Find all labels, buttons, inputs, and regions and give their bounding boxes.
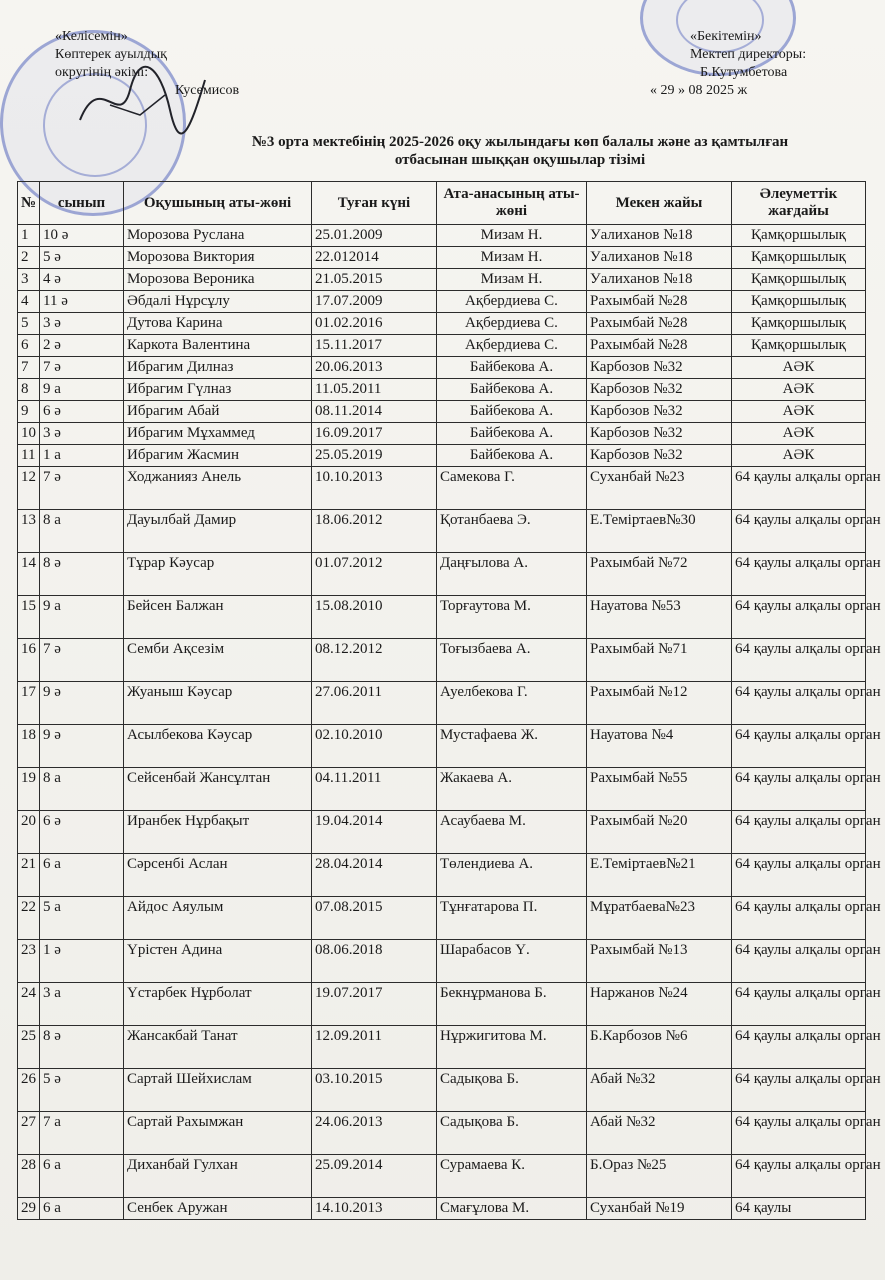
cell-class: 8 а (40, 510, 124, 553)
cell-class: 6 а (40, 854, 124, 897)
cell-address: Науатова №4 (587, 725, 732, 768)
cell-address: Рахымбай №71 (587, 639, 732, 682)
cell-parent-name: Нұржигитова М. (437, 1026, 587, 1069)
cell-social-status: 64 қаулы алқалы орган (732, 983, 866, 1026)
cell-social-status: Қамқоршылық (732, 335, 866, 357)
cell-class: 3 ә (40, 423, 124, 445)
table-body (18, 225, 881, 1220)
cell-address: Суханбай №23 (587, 467, 732, 510)
cell-student-name: Үстарбек Нұрболат (124, 983, 312, 1026)
cell-address: Карбозов №32 (587, 401, 732, 423)
cell-number: 29 (18, 1198, 40, 1220)
cell-birth-date: 25.09.2014 (312, 1155, 437, 1198)
header-social-status: Әлеуметтік жағдайы (732, 182, 866, 225)
table-row (18, 897, 866, 940)
table-row (18, 401, 866, 423)
cell-class: 10 ә (40, 225, 124, 247)
cell-parent-name: Ақбердиева С. (437, 313, 587, 335)
cell-parent-name: Тоғызбаева А. (437, 639, 587, 682)
cell-number: 15 (18, 596, 40, 639)
cell-birth-date: 20.06.2013 (312, 357, 437, 379)
cell-social-status: 64 қаулы алқалы орган (732, 811, 866, 854)
cell-birth-date: 11.05.2011 (312, 379, 437, 401)
cell-birth-date: 01.07.2012 (312, 553, 437, 596)
cell-class: 8 ә (40, 553, 124, 596)
cell-number: 8 (18, 379, 40, 401)
cell-number: 21 (18, 854, 40, 897)
cell-student-name: Ибрагим Жасмин (124, 445, 312, 467)
cell-address: Рахымбай №28 (587, 313, 732, 335)
cell-social-status: 64 қаулы алқалы орган (732, 1112, 866, 1155)
cell-parent-name: Асаубаева М. (437, 811, 587, 854)
cell-address: Рахымбай №20 (587, 811, 732, 854)
cell-birth-date: 27.06.2011 (312, 682, 437, 725)
table-row (18, 379, 866, 401)
cell-birth-date: 22.012014 (312, 247, 437, 269)
cell-class: 6 а (40, 1155, 124, 1198)
cell-number: 11 (18, 445, 40, 467)
header-class: сынып (40, 182, 124, 225)
cell-student-name: Асылбекова Кәусар (124, 725, 312, 768)
cell-birth-date: 19.04.2014 (312, 811, 437, 854)
cell-parent-name: Бекнұрманова Б. (437, 983, 587, 1026)
cell-social-status: АӘК (732, 445, 866, 467)
table-row (18, 725, 866, 768)
cell-number: 3 (18, 269, 40, 291)
table-row (18, 313, 866, 335)
cell-address: Карбозов №32 (587, 423, 732, 445)
cell-student-name: Ибрагим Гүлназ (124, 379, 312, 401)
table-row (18, 467, 866, 510)
cell-address: Карбозов №32 (587, 445, 732, 467)
cell-address: Б.Карбозов №6 (587, 1026, 732, 1069)
table-row (18, 1069, 866, 1112)
cell-student-name: Сартай Шейхислам (124, 1069, 312, 1112)
table-header-row (18, 182, 866, 225)
cell-address: Уалиханов №18 (587, 269, 732, 291)
table-row (18, 1112, 866, 1155)
cell-class: 9 а (40, 596, 124, 639)
table-row (18, 269, 866, 291)
cell-social-status: Қамқоршылық (732, 269, 866, 291)
cell-parent-name: Байбекова А. (437, 357, 587, 379)
cell-number: 26 (18, 1069, 40, 1112)
table-row (18, 445, 866, 467)
cell-parent-name: Мизам Н. (437, 247, 587, 269)
cell-birth-date: 07.08.2015 (312, 897, 437, 940)
approval-date: « 29 » 08 2025 ж (650, 83, 748, 98)
cell-number: 16 (18, 639, 40, 682)
cell-address: Уалиханов №18 (587, 247, 732, 269)
cell-social-status: 64 қаулы алқалы орган (732, 940, 866, 983)
cell-parent-name: Төлендиева А. (437, 854, 587, 897)
cell-address: Уалиханов №18 (587, 225, 732, 247)
cell-birth-date: 28.04.2014 (312, 854, 437, 897)
cell-student-name: Дутова Карина (124, 313, 312, 335)
cell-number: 18 (18, 725, 40, 768)
cell-social-status: 64 қаулы алқалы орган (732, 682, 866, 725)
cell-address: Рахымбай №72 (587, 553, 732, 596)
cell-class: 7 а (40, 1112, 124, 1155)
table-row (18, 1155, 866, 1198)
cell-student-name: Иранбек Нұрбақыт (124, 811, 312, 854)
cell-student-name: Айдос Аяулым (124, 897, 312, 940)
cell-class: 5 ә (40, 1069, 124, 1112)
cell-birth-date: 04.11.2011 (312, 768, 437, 811)
cell-class: 1 ә (40, 940, 124, 983)
cell-class: 4 ә (40, 269, 124, 291)
cell-birth-date: 19.07.2017 (312, 983, 437, 1026)
cell-parent-name: Садықова Б. (437, 1069, 587, 1112)
cell-class: 7 ә (40, 357, 124, 379)
cell-social-status: 64 қаулы алқалы орган (732, 467, 866, 510)
cell-number: 6 (18, 335, 40, 357)
cell-birth-date: 25.01.2009 (312, 225, 437, 247)
cell-parent-name: Ақбердиева С. (437, 291, 587, 313)
agreement-org: Көптерек ауылдық (55, 47, 167, 62)
cell-social-status: АӘК (732, 379, 866, 401)
cell-class: 9 а (40, 379, 124, 401)
cell-number: 22 (18, 897, 40, 940)
cell-student-name: Сенбек Аружан (124, 1198, 312, 1220)
cell-address: Карбозов №32 (587, 357, 732, 379)
header-number: № (18, 182, 40, 225)
cell-parent-name: Байбекова А. (437, 423, 587, 445)
cell-number: 1 (18, 225, 40, 247)
table-row (18, 553, 866, 596)
cell-class: 6 ә (40, 401, 124, 423)
cell-number: 27 (18, 1112, 40, 1155)
table-row (18, 682, 866, 725)
cell-student-name: Каркота Валентина (124, 335, 312, 357)
cell-student-name: Морозова Руслана (124, 225, 312, 247)
cell-address: Абай №32 (587, 1069, 732, 1112)
cell-parent-name: Сурамаева К. (437, 1155, 587, 1198)
cell-student-name: Ибрагим Абай (124, 401, 312, 423)
cell-number: 4 (18, 291, 40, 313)
table-row (18, 854, 866, 897)
cell-number: 10 (18, 423, 40, 445)
cell-birth-date: 15.08.2010 (312, 596, 437, 639)
cell-number: 17 (18, 682, 40, 725)
cell-parent-name: Мустафаева Ж. (437, 725, 587, 768)
cell-social-status: 64 қаулы алқалы орган (732, 725, 866, 768)
cell-parent-name: Тұнғатарова П. (437, 897, 587, 940)
cell-birth-date: 15.11.2017 (312, 335, 437, 357)
header-student-name: Оқушының аты-жөні (124, 182, 312, 225)
cell-class: 6 а (40, 1198, 124, 1220)
cell-class: 8 а (40, 768, 124, 811)
cell-birth-date: 03.10.2015 (312, 1069, 437, 1112)
cell-birth-date: 17.07.2009 (312, 291, 437, 313)
cell-class: 6 ә (40, 811, 124, 854)
cell-birth-date: 08.12.2012 (312, 639, 437, 682)
table-row (18, 983, 866, 1026)
cell-address: Суханбай №19 (587, 1198, 732, 1220)
cell-class: 2 ә (40, 335, 124, 357)
cell-number: 28 (18, 1155, 40, 1198)
table-row (18, 291, 866, 313)
cell-parent-name: Байбекова А. (437, 379, 587, 401)
table-row (18, 1198, 866, 1220)
cell-social-status: 64 қаулы алқалы орган (732, 553, 866, 596)
cell-birth-date: 08.06.2018 (312, 940, 437, 983)
table-row (18, 247, 866, 269)
cell-number: 24 (18, 983, 40, 1026)
cell-social-status: 64 қаулы алқалы орган (732, 854, 866, 897)
cell-class: 5 а (40, 897, 124, 940)
cell-number: 19 (18, 768, 40, 811)
agreement-signer: Кусемисов (175, 83, 240, 98)
cell-parent-name: Смағұлова М. (437, 1198, 587, 1220)
cell-address: Е.Теміртаев№21 (587, 854, 732, 897)
cell-student-name: Ходжанияз Анель (124, 467, 312, 510)
cell-number: 5 (18, 313, 40, 335)
cell-number: 14 (18, 553, 40, 596)
table-row (18, 811, 866, 854)
cell-student-name: Үрістен Адина (124, 940, 312, 983)
cell-student-name: Сәрсенбі Аслан (124, 854, 312, 897)
agreement-position: округінің әкімі: (55, 65, 149, 80)
cell-social-status: Қамқоршылық (732, 313, 866, 335)
title-line-1: №3 орта мектебінің 2025-2026 оқу жылындағы көп балалы және аз қамтылған (251, 134, 789, 150)
cell-address: Мұратбаева№23 (587, 897, 732, 940)
cell-social-status: Қамқоршылық (732, 225, 866, 247)
cell-number: 13 (18, 510, 40, 553)
cell-parent-name: Садықова Б. (437, 1112, 587, 1155)
cell-class: 1 а (40, 445, 124, 467)
cell-student-name: Морозова Виктория (124, 247, 312, 269)
table-row (18, 357, 866, 379)
cell-address: Рахымбай №28 (587, 291, 732, 313)
cell-student-name: Бейсен Балжан (124, 596, 312, 639)
cell-class: 9 ә (40, 725, 124, 768)
cell-social-status: АӘК (732, 401, 866, 423)
cell-social-status: 64 қаулы (732, 1198, 866, 1220)
cell-social-status: 64 қаулы алқалы орган (732, 1155, 866, 1198)
agreement-heading: «Келісемін» (55, 29, 128, 44)
cell-parent-name: Торғаутова М. (437, 596, 587, 639)
students-table (17, 181, 881, 1220)
cell-student-name: Сейсенбай Жансұлтан (124, 768, 312, 811)
cell-student-name: Диханбай Гулхан (124, 1155, 312, 1198)
cell-parent-name: Шарабасов Ү. (437, 940, 587, 983)
approval-block (650, 28, 806, 100)
cell-number: 9 (18, 401, 40, 423)
cell-parent-name: Мизам Н. (437, 269, 587, 291)
signature-mark (70, 60, 210, 140)
cell-address: Рахымбай №55 (587, 768, 732, 811)
cell-birth-date: 21.05.2015 (312, 269, 437, 291)
cell-parent-name: Самекова Г. (437, 467, 587, 510)
cell-student-name: Сартай Рахымжан (124, 1112, 312, 1155)
cell-birth-date: 10.10.2013 (312, 467, 437, 510)
cell-address: Б.Ораз №25 (587, 1155, 732, 1198)
cell-number: 12 (18, 467, 40, 510)
cell-birth-date: 08.11.2014 (312, 401, 437, 423)
cell-birth-date: 12.09.2011 (312, 1026, 437, 1069)
header-address: Мекен жайы (587, 182, 732, 225)
title-line-2: отбасынан шыққан оқушылар тізімі (394, 152, 646, 168)
header-parent-name: Ата-анасының аты-жөні (437, 182, 587, 225)
cell-social-status: 64 қаулы алқалы орган (732, 1026, 866, 1069)
cell-birth-date: 01.02.2016 (312, 313, 437, 335)
cell-social-status: 64 қаулы алқалы орган (732, 897, 866, 940)
cell-number: 23 (18, 940, 40, 983)
cell-address: Рахымбай №28 (587, 335, 732, 357)
cell-student-name: Семби Ақсезім (124, 639, 312, 682)
cell-parent-name: Байбекова А. (437, 401, 587, 423)
table-row (18, 768, 866, 811)
cell-parent-name: Ауелбекова Г. (437, 682, 587, 725)
cell-social-status: 64 қаулы алқалы орган (732, 596, 866, 639)
cell-birth-date: 02.10.2010 (312, 725, 437, 768)
header-birth-date: Туған күні (312, 182, 437, 225)
cell-number: 20 (18, 811, 40, 854)
cell-social-status: 64 қаулы алқалы орган (732, 768, 866, 811)
cell-class: 3 а (40, 983, 124, 1026)
cell-class: 9 ә (40, 682, 124, 725)
cell-parent-name: Даңғылова А. (437, 553, 587, 596)
cell-address: Е.Теміртаев№30 (587, 510, 732, 553)
cell-student-name: Дауылбай Дамир (124, 510, 312, 553)
cell-student-name: Ибрагим Дилназ (124, 357, 312, 379)
table-row (18, 1026, 866, 1069)
approval-signer: Б.Кутумбетова (700, 65, 788, 80)
table-row (18, 639, 866, 682)
cell-birth-date: 24.06.2013 (312, 1112, 437, 1155)
cell-student-name: Әбдалі Нұрсұлу (124, 291, 312, 313)
cell-class: 5 ә (40, 247, 124, 269)
cell-class: 8 ә (40, 1026, 124, 1069)
cell-social-status: 64 қаулы алқалы орган (732, 1069, 866, 1112)
cell-social-status: АӘК (732, 357, 866, 379)
cell-address: Рахымбай №12 (587, 682, 732, 725)
cell-class: 11 ә (40, 291, 124, 313)
table-row (18, 423, 866, 445)
cell-social-status: Қамқоршылық (732, 247, 866, 269)
cell-address: Рахымбай №13 (587, 940, 732, 983)
cell-address: Карбозов №32 (587, 379, 732, 401)
cell-birth-date: 18.06.2012 (312, 510, 437, 553)
cell-social-status: 64 қаулы алқалы орган (732, 510, 866, 553)
cell-parent-name: Ақбердиева С. (437, 335, 587, 357)
cell-address: Науатова №53 (587, 596, 732, 639)
cell-birth-date: 14.10.2013 (312, 1198, 437, 1220)
cell-class: 3 ә (40, 313, 124, 335)
cell-birth-date: 25.05.2019 (312, 445, 437, 467)
approval-position: Мектеп директоры: (690, 47, 807, 62)
cell-student-name: Жансакбай Танат (124, 1026, 312, 1069)
cell-social-status: 64 қаулы алқалы орган (732, 639, 866, 682)
cell-number: 7 (18, 357, 40, 379)
cell-address: Абай №32 (587, 1112, 732, 1155)
approval-heading: «Бекітемін» (690, 29, 762, 44)
cell-address: Наржанов №24 (587, 983, 732, 1026)
cell-parent-name: Жакаева А. (437, 768, 587, 811)
document-title (200, 133, 840, 169)
cell-number: 2 (18, 247, 40, 269)
table-row (18, 596, 866, 639)
cell-social-status: АӘК (732, 423, 866, 445)
cell-student-name: Морозова Вероника (124, 269, 312, 291)
cell-student-name: Тұрар Кәусар (124, 553, 312, 596)
cell-class: 7 ә (40, 467, 124, 510)
cell-student-name: Ибрагим Мұхаммед (124, 423, 312, 445)
cell-social-status: Қамқоршылық (732, 291, 866, 313)
table-row (18, 510, 866, 553)
cell-parent-name: Қотанбаева Э. (437, 510, 587, 553)
cell-student-name: Жуаныш Кәусар (124, 682, 312, 725)
cell-class: 7 ә (40, 639, 124, 682)
cell-parent-name: Байбекова А. (437, 445, 587, 467)
table-row (18, 940, 866, 983)
cell-number: 25 (18, 1026, 40, 1069)
cell-parent-name: Мизам Н. (437, 225, 587, 247)
table-row (18, 225, 866, 247)
table-row (18, 335, 866, 357)
cell-birth-date: 16.09.2017 (312, 423, 437, 445)
